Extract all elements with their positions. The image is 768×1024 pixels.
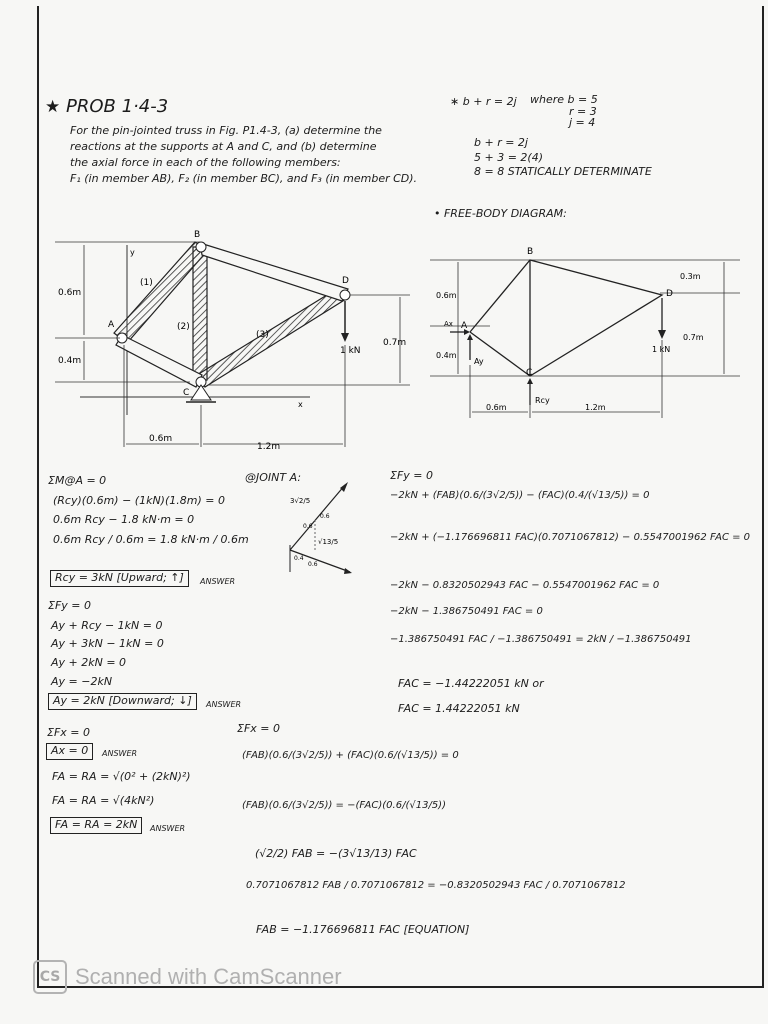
moment-line-1: ΣM@A = 0 — [48, 474, 107, 487]
fbd-dim-0-3m: 0.3m — [680, 272, 701, 281]
fbd-load-label: 1 kN — [652, 345, 671, 354]
fy-right-line-3: −2kN + (−1.176696811 FAC)(0.7071067812) − 0.5547001962 FAC = 0 — [390, 532, 751, 543]
determinacy-j: j = 4 — [569, 116, 596, 129]
fbd-label-c: C — [526, 368, 533, 378]
label-member-3: (3) — [256, 330, 269, 340]
fy-right-line-7: FAC = −1.44222051 kN or — [398, 677, 544, 690]
fbd-dim-0-4m: 0.4m — [436, 351, 457, 360]
fx-mid-line-2: (FAB)(0.6/(3√2/5)) + (FAC)(0.6/(√13/5)) = 0 — [242, 750, 459, 761]
determinacy-line-2: 5 + 3 = 2(4) — [474, 151, 543, 164]
truss-figure — [50, 225, 407, 457]
label-member-1: (1) — [140, 278, 153, 288]
determinacy-line-3: 8 = 8 STATICALLY DETERMINATE — [474, 165, 652, 178]
dim-w-1-2m: 1.2m — [257, 442, 281, 452]
determinacy-line-1: b + r = 2j — [474, 136, 528, 149]
ax-answer-box: Ax = 0 — [46, 743, 93, 760]
moment-line-3: 0.6m Rcy − 1.8 kN·m = 0 — [53, 513, 195, 526]
fx-mid-line-1: ΣFx = 0 — [237, 722, 280, 735]
ay-answer-box: Ay = 2kN [Downward; ↓] — [48, 693, 197, 710]
fa-answer-tag: ANSWER — [150, 824, 186, 833]
ax-answer-tag: ANSWER — [102, 749, 138, 758]
joint-a-0-6-b: 0.6 — [303, 523, 313, 530]
member-ac — [116, 335, 202, 387]
fx-mid-line-5: 0.7071067812 FAB / 0.7071067812 = −0.8320502943 FAC / 0.7071067812 — [246, 880, 626, 891]
determinacy-where: where b = 5 — [530, 93, 598, 106]
moment-line-4: 0.6m Rcy / 0.6m = 1.8 kN·m / 0.6m — [53, 533, 249, 546]
label-a: A — [108, 320, 115, 330]
label-y: y — [130, 248, 135, 257]
label-member-2: (2) — [177, 322, 190, 332]
fbd-label-ax: Ax — [444, 320, 453, 328]
pin-d — [340, 290, 350, 300]
fy-right-line-8: FAC = 1.44222051 kN — [398, 702, 520, 715]
statement-line-1: For the pin-jointed truss in Fig. P1.4-3, (a) determine the — [70, 124, 382, 137]
fy-left-line-4: Ay + 2kN = 0 — [51, 656, 127, 669]
fy-left-line-2: Ay + Rcy − 1kN = 0 — [51, 619, 163, 632]
fx-mid-line-6: FAB = −1.176696811 FAC [EQUATION] — [256, 923, 470, 936]
fx-mid-line-4: (√2/2) FAB = −(3√13/13) FAC — [255, 847, 417, 860]
statement-line-4: F₁ (in member AB), F₂ (in member BC), and F₃ (in member CD). — [70, 172, 418, 185]
determinacy-r: r = 3 — [569, 105, 597, 118]
dim-0-6m: 0.6m — [58, 288, 82, 298]
label-x: x — [298, 400, 303, 409]
fx-mid-line-3: (FAB)(0.6/(3√2/5)) = −(FAC)(0.6/(√13/5)) — [242, 800, 446, 811]
joint-a-frac: 3√2/5 — [290, 497, 311, 505]
fbd-dim-0-6m: 0.6m — [436, 291, 457, 300]
fy-right-line-2: −2kN + (FAB)(0.6/(3√2/5)) − (FAC)(0.4/(√13/5)) = 0 — [390, 490, 650, 501]
fbd-dim-w-1-2m: 1.2m — [585, 403, 606, 412]
dim-0-4m: 0.4m — [58, 356, 82, 366]
dim-0-7m: 0.7m — [383, 338, 407, 348]
fy-right-line-4: −2kN − 0.8320502943 FAC − 0.5547001962 FAC = 0 — [390, 580, 660, 591]
free-body-diagram — [430, 240, 750, 420]
fa-line-1: FA = RA = √(0² + (2kN)²) — [52, 770, 191, 783]
fbd-label-rcy: Rcy — [535, 396, 550, 405]
joint-a-diagram — [270, 480, 365, 575]
label-c: C — [183, 388, 190, 398]
fy-left-line-1: ΣFy = 0 — [48, 599, 91, 612]
fy-left-line-3: Ay + 3kN − 1kN = 0 — [51, 637, 164, 650]
fx-left-line-1: ΣFx = 0 — [47, 726, 90, 739]
joint-a-0-6-c: 0.6 — [308, 561, 318, 568]
fbd-dim-w-0-6m: 0.6m — [486, 403, 507, 412]
label-d: D — [342, 276, 349, 286]
fy-left-line-5: Ay = −2kN — [51, 675, 113, 688]
camscanner-text: Scanned with CamScanner — [75, 964, 342, 989]
dim-w-0-6m: 0.6m — [149, 434, 173, 444]
member-bd — [200, 243, 348, 301]
fbd-label-b: B — [527, 247, 534, 257]
fbd-dim-0-7m: 0.7m — [683, 333, 704, 342]
fbd-title: • FREE-BODY DIAGRAM: — [434, 207, 567, 220]
rcy-answer-box: Rcy = 3kN [Upward; ↑] — [50, 570, 189, 587]
ay-answer-tag: ANSWER — [206, 700, 242, 709]
star-icon: ★ — [45, 97, 61, 117]
statement-line-3: the axial force in each of the following members: — [70, 156, 341, 169]
problem-title: PROB 1·4-3 — [66, 96, 169, 117]
load-label: 1 kN — [340, 346, 361, 356]
determinacy-eq: ∗ b + r = 2j — [450, 95, 517, 108]
fy-right-line-6: −1.386750491 FAC / −1.386750491 = 2kN / −1.386750491 — [390, 634, 692, 645]
joint-a-0-4: 0.4 — [294, 555, 304, 562]
statement-line-2: reactions at the supports at A and C, and (b) determine — [70, 140, 377, 153]
fbd-label-d: D — [666, 289, 673, 299]
member-bc — [193, 247, 207, 380]
label-b: B — [194, 230, 201, 240]
fbd-label-ay: Ay — [474, 357, 484, 366]
fa-answer-box: FA = RA = 2kN — [50, 817, 142, 834]
support-c — [191, 385, 211, 400]
joint-a-root: √13/5 — [318, 538, 339, 546]
camscanner-watermark — [33, 960, 342, 994]
rcy-answer-tag: ANSWER — [200, 577, 236, 586]
member-cd — [197, 287, 346, 387]
fbd-label-a: A — [461, 321, 468, 331]
camscanner-logo-icon: CS — [33, 960, 67, 994]
fy-right-line-5: −2kN − 1.386750491 FAC = 0 — [390, 606, 543, 617]
pin-b — [196, 242, 206, 252]
joint-a-0-6-a: 0.6 — [320, 513, 330, 520]
fy-right-line-1: ΣFy = 0 — [390, 469, 433, 482]
fa-line-2: FA = RA = √(4kN²) — [52, 794, 155, 807]
joint-a-title: @JOINT A: — [245, 471, 302, 484]
moment-line-2: (Rcy)(0.6m) − (1kN)(1.8m) = 0 — [53, 494, 225, 507]
